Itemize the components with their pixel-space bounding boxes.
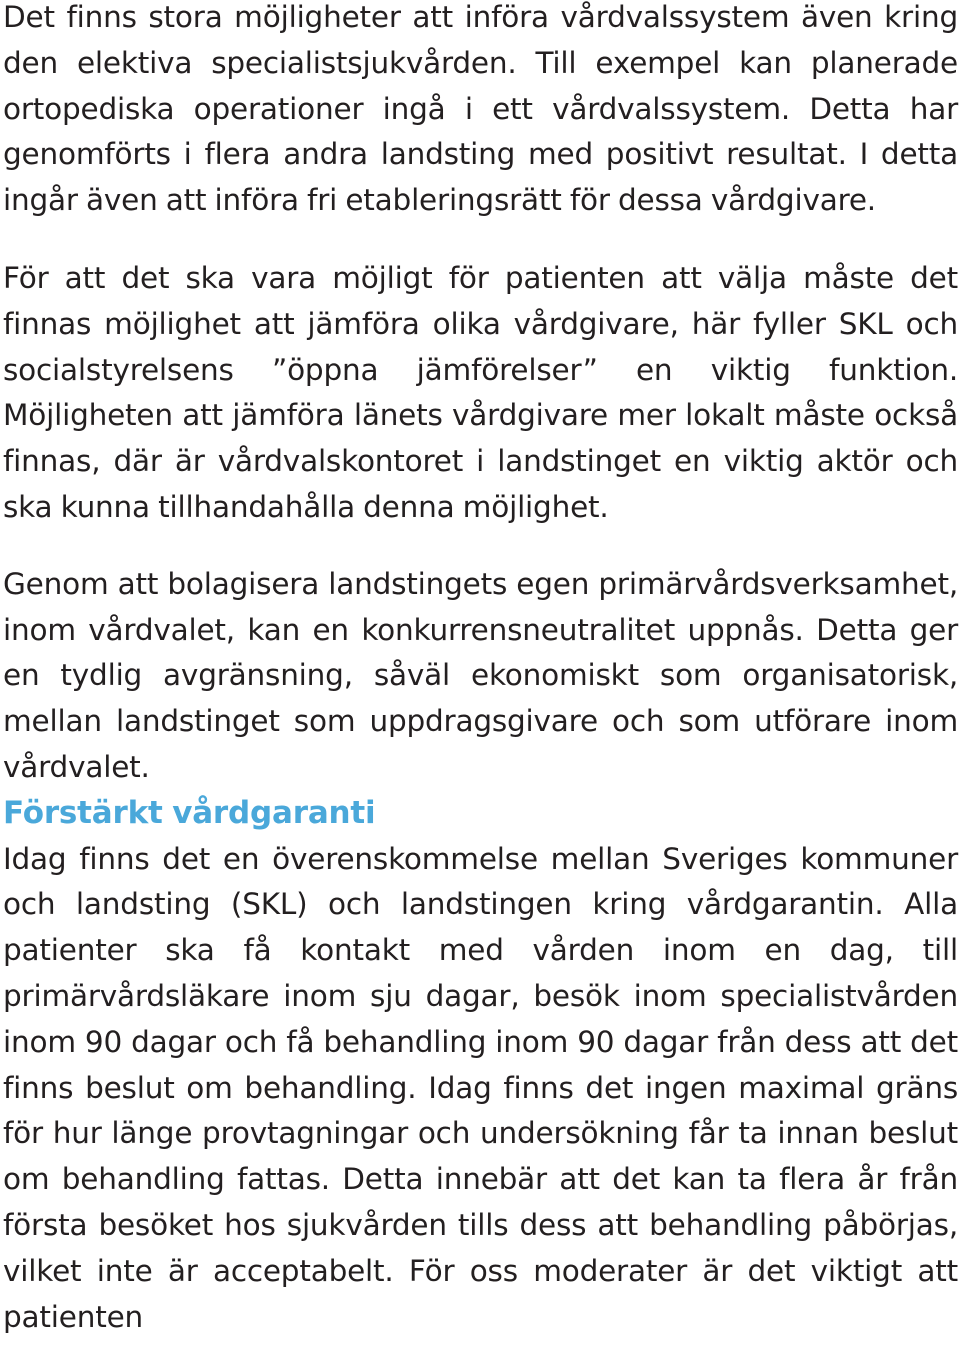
paragraph-corporatization: Genom att bolagisera landstingets egen primärvårdsverksamhet, inom vårdvalet, kan en konkurrensneutralitet uppnås. Detta ger en tydlig avgränsning, såväl ekonomiskt som organisatorisk, mellan landstinget som uppdragsgivare och som utförare inom vårdvalet. xyxy=(3,566,958,784)
paragraph-care-guarantee: Idag finns det en överenskommelse mellan Sveriges kommuner och landsting (SKL) och landstingen kring vårdgarantin. Alla patienter ska få kontakt med vården inom en dag, till primärvårdsläkare inom sju dagar, besök inom specialistvården inom 90 dagar och få behandling inom 90 dagar från dess att det finns beslut om behandling. Idag finns det ingen maximal gräns för hur länge provtagningar och undersökning får ta innan beslut om behandling fattas. Detta innebär att det kan ta flera år från första besöket hos sjukvården tills dess att behandling påbörjas, vilket inte är acceptabelt. För oss moderater är det viktigt att patienten xyxy=(3,841,958,1334)
document-page xyxy=(3,0,958,1340)
paragraph-elective-care: Det finns stora möjligheter att införa vårdvalssystem även kring den elektiva specialistsjukvården. Till exempel kan planerade ortopediska operationer ingå i ett vårdvalssystem. Detta har genomförts i flera andra landsting med positivt resultat. I detta ingår även att införa fri etableringsrätt för dessa vårdgivare. xyxy=(3,0,958,218)
paragraph-patient-comparison: För att det ska vara möjligt för patienten att välja måste det finnas möjlighet att jämföra olika vårdgivare, här fyller SKL och socialstyrelsens ”öppna jämförelser” en viktig funktion. Möjligheten att jämföra länets vårdgivare mer lokalt måste också finnas, där är vårdvalskontoret i landstinget en viktig aktör och ska kunna tillhandahålla denna möjlighet. xyxy=(3,260,958,524)
section-heading: Förstärkt vårdgaranti xyxy=(3,794,376,831)
